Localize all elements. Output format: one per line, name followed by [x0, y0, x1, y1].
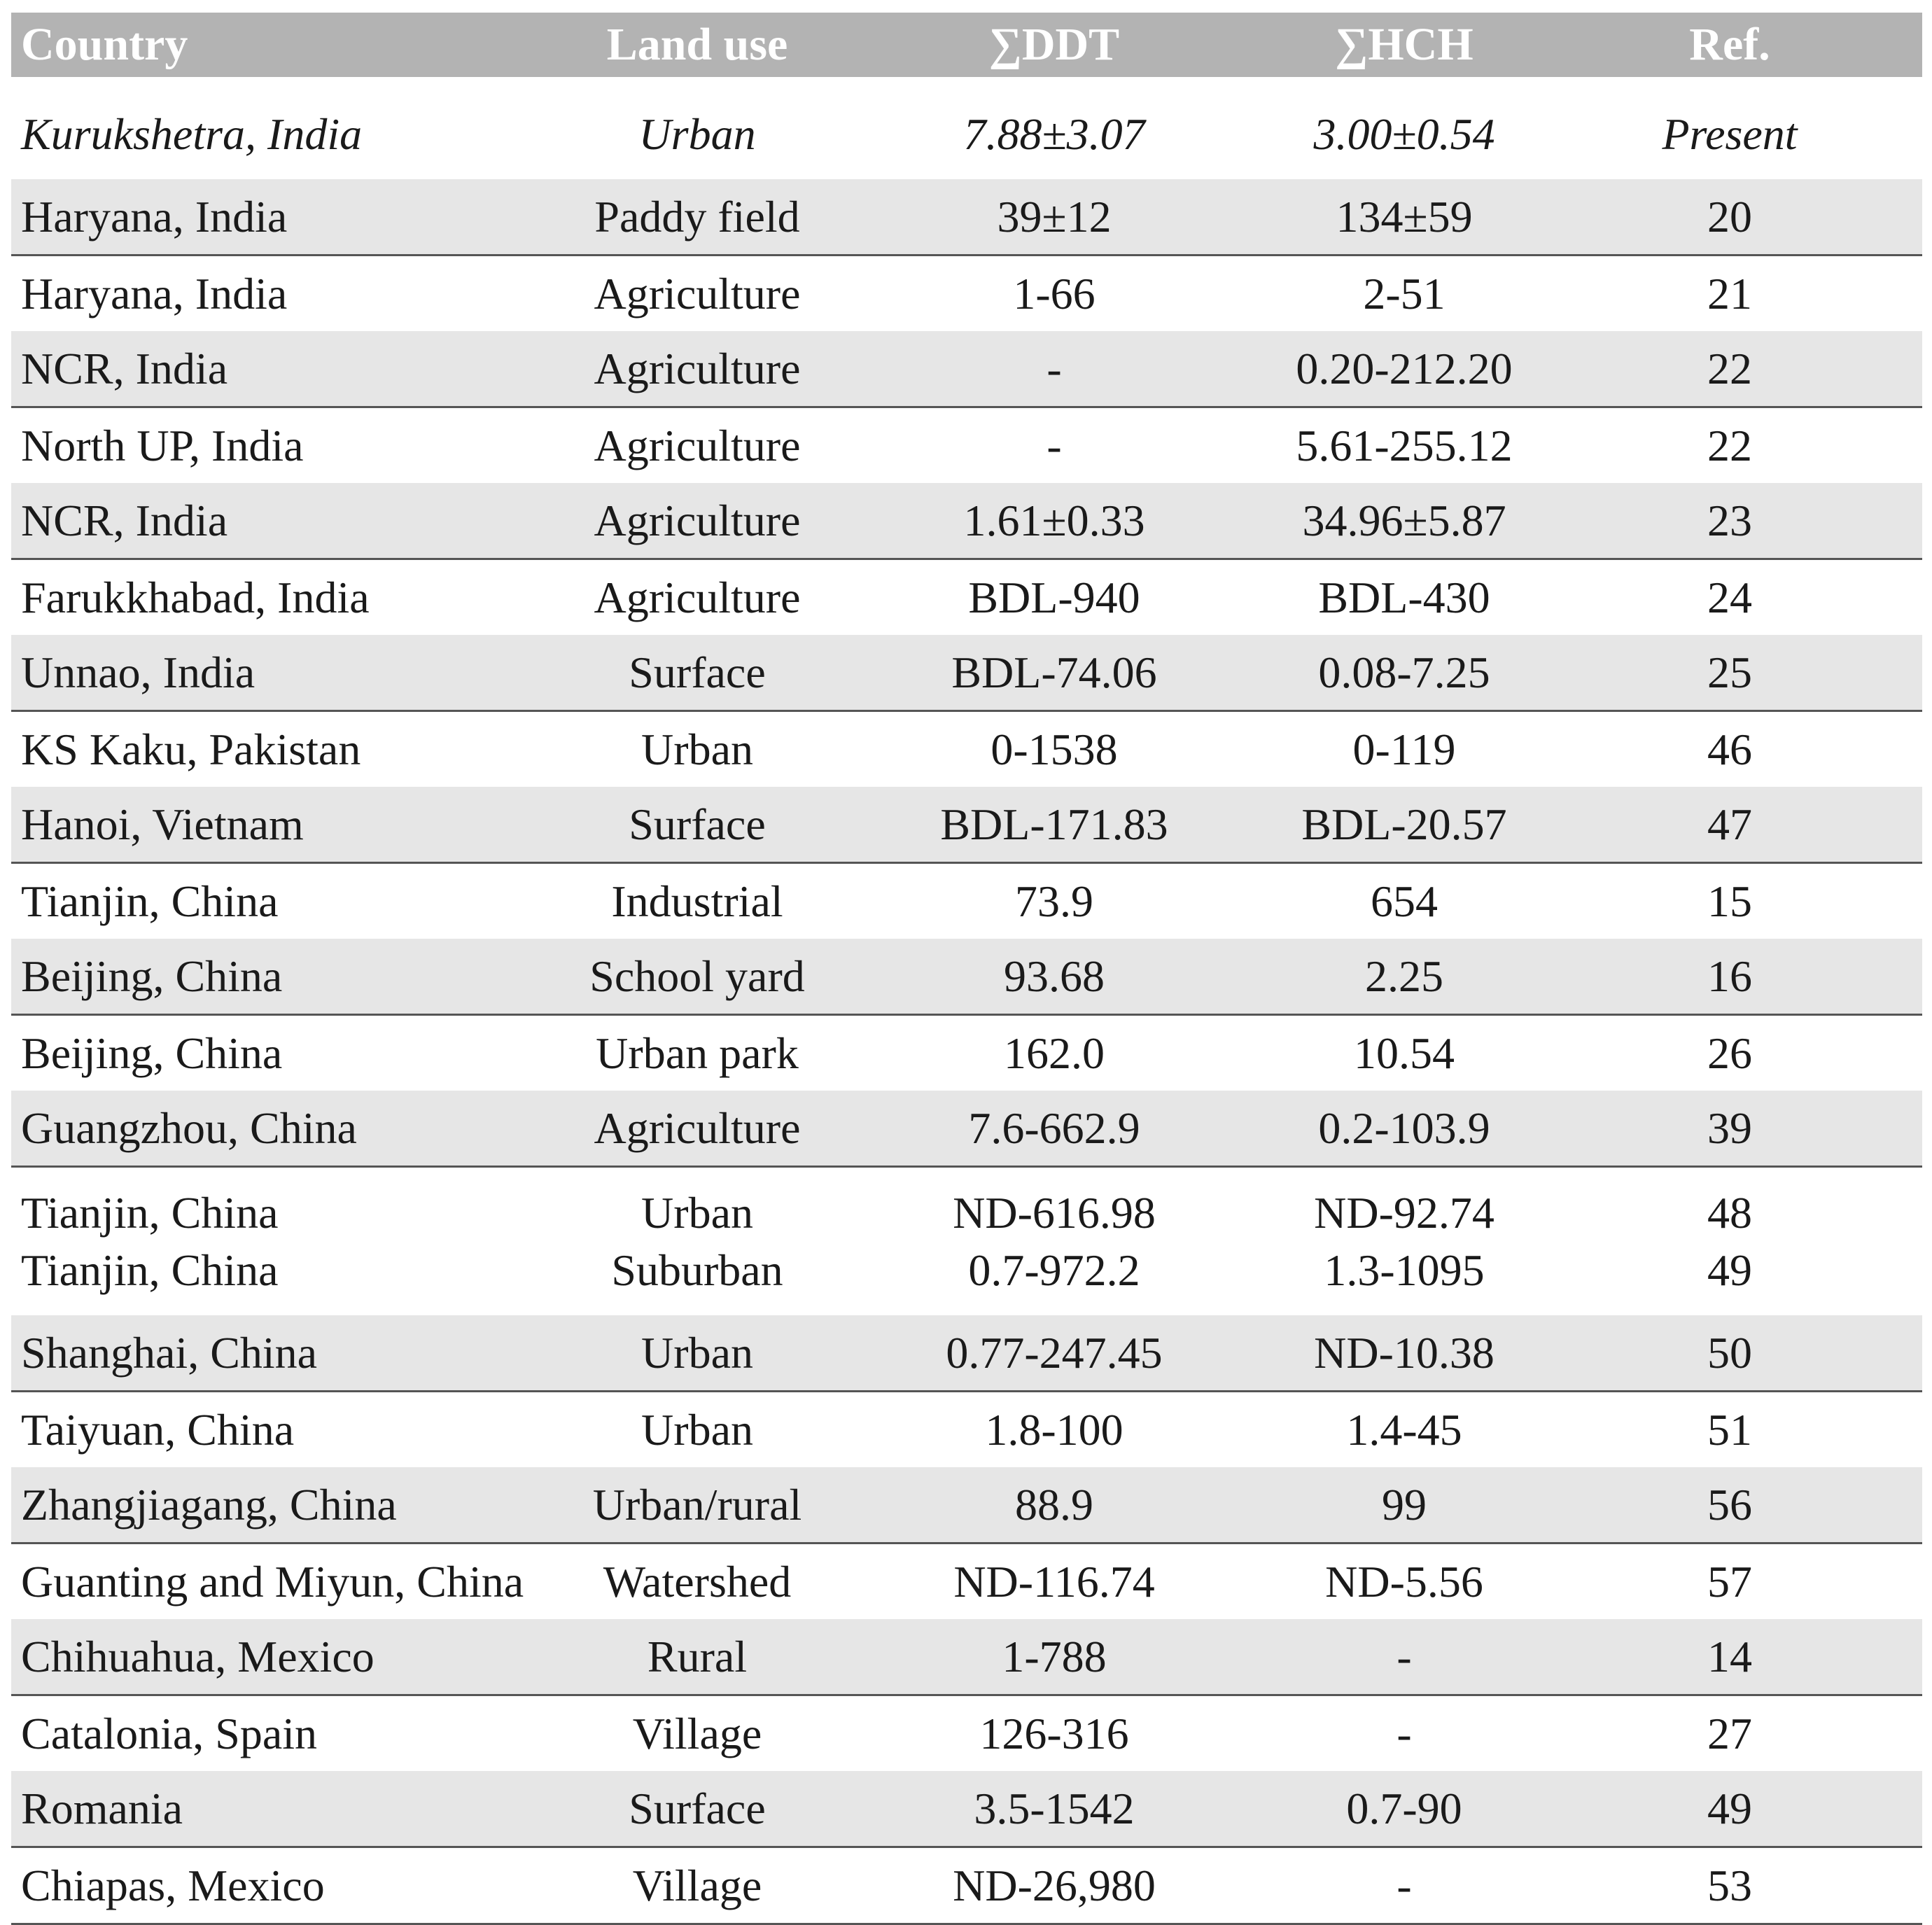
- cell-land-use: Urban: [641, 724, 753, 774]
- header-land-use: Land use: [606, 19, 788, 70]
- cell-ddt: 0-1538: [990, 724, 1118, 774]
- header-ref: Ref.: [1689, 19, 1770, 70]
- cell-ref-line: 48: [1707, 1187, 1752, 1238]
- cell-ref: 24: [1707, 572, 1752, 622]
- cell-land-use: Agriculture: [594, 343, 801, 393]
- cell-hch: 2.25: [1365, 951, 1443, 1001]
- cell-ref: 39: [1707, 1102, 1752, 1153]
- cell-ref: 49: [1707, 1783, 1752, 1833]
- table-row: [11, 1619, 1922, 1696]
- cell-country: Guanting and Miyun, China: [21, 1556, 524, 1606]
- cell-hch: 5.61-255.12: [1296, 420, 1513, 470]
- table-row: [11, 408, 1922, 483]
- cell-ref: 15: [1707, 876, 1752, 926]
- cell-land-use: School yard: [589, 951, 805, 1001]
- cell-hch: -: [1396, 1631, 1412, 1681]
- cell-ref: 22: [1707, 343, 1752, 393]
- table-row: [11, 560, 1922, 635]
- cell-land-use: Urban: [641, 1327, 753, 1378]
- table-row: [11, 787, 1922, 864]
- cell-ddt: [837, 1168, 1271, 1315]
- cell-ddt: 7.88±3.07: [963, 109, 1145, 159]
- cell-ref: 16: [1707, 951, 1752, 1001]
- cell-ref-line: 49: [1707, 1245, 1752, 1295]
- table-row: [11, 1771, 1922, 1848]
- table-header: [11, 13, 1922, 77]
- table-row: [11, 1848, 1922, 1923]
- cell-hch: [1271, 1168, 1537, 1315]
- table-row: [11, 77, 1922, 179]
- cell-ref: 20: [1707, 191, 1752, 241]
- cell-country: Kurukshetra, India: [21, 109, 363, 159]
- cell-land-use: Urban park: [596, 1028, 799, 1078]
- cell-country: Haryana, India: [21, 268, 288, 318]
- cell-ref: 50: [1707, 1327, 1752, 1378]
- cell-country: Romania: [21, 1783, 183, 1833]
- cell-hch: -: [1396, 1708, 1412, 1758]
- header-country: Country: [21, 19, 188, 70]
- cell-hch: 654: [1371, 876, 1438, 926]
- cell-country: Catalonia, Spain: [21, 1708, 318, 1758]
- cell-land-use: Surface: [629, 799, 766, 849]
- cell-hch: 10.54: [1354, 1028, 1455, 1078]
- cell-ddt: 1-66: [1013, 268, 1096, 318]
- cell-land-use: Watershed: [603, 1556, 792, 1606]
- cell-ref: 46: [1707, 724, 1752, 774]
- cell-ddt-line: ND-616.98: [953, 1187, 1156, 1238]
- cell-country: NCR, India: [21, 343, 228, 393]
- cell-country: Beijing, China: [21, 951, 283, 1001]
- cell-land-use: Village: [632, 1708, 762, 1758]
- cell-hch: 3.00±0.54: [1313, 109, 1495, 159]
- cell-ddt: BDL-74.06: [951, 647, 1157, 697]
- comparison-table: [11, 13, 1922, 1925]
- cell-hch: 0.2-103.9: [1318, 1102, 1490, 1153]
- cell-ddt: 88.9: [1015, 1479, 1093, 1530]
- cell-land-use: Agriculture: [594, 495, 801, 545]
- cell-ddt: 126-316: [979, 1708, 1129, 1758]
- table-row: [11, 1392, 1922, 1467]
- cell-ref: 14: [1707, 1631, 1752, 1681]
- cell-ddt: 0.77-247.45: [946, 1327, 1163, 1378]
- cell-ref: 47: [1707, 799, 1752, 849]
- cell-ddt: 93.68: [1004, 951, 1105, 1001]
- table-row: [11, 1544, 1922, 1619]
- cell-country: Farukkhabad, India: [21, 572, 370, 622]
- cell-hch: 0.08-7.25: [1318, 647, 1490, 697]
- cell-country: North UP, India: [21, 420, 304, 470]
- cell-ref: [1537, 1168, 1922, 1315]
- cell-hch: 0.20-212.20: [1296, 343, 1513, 393]
- cell-country: Haryana, India: [21, 191, 288, 241]
- table-row: [11, 256, 1922, 331]
- cell-land-use: Village: [632, 1860, 762, 1910]
- cell-country: Taiyuan, China: [21, 1404, 295, 1455]
- cell-ref: 51: [1707, 1404, 1752, 1455]
- cell-land-use-line: Urban: [641, 1187, 753, 1238]
- cell-hch: 134±59: [1336, 191, 1473, 241]
- cell-country: KS Kaku, Pakistan: [21, 724, 361, 774]
- cell-hch: BDL-430: [1318, 572, 1490, 622]
- table-row: [11, 1696, 1922, 1771]
- cell-country: Hanoi, Vietnam: [21, 799, 304, 849]
- cell-country: Shanghai, China: [21, 1327, 318, 1378]
- cell-country: [11, 1168, 557, 1315]
- table-row: [11, 864, 1922, 939]
- cell-country-line: Tianjin, China: [21, 1245, 279, 1295]
- table-row: [11, 712, 1922, 787]
- cell-ref: Present: [1662, 109, 1798, 159]
- cell-ddt: BDL-171.83: [940, 799, 1168, 849]
- cell-ref: 25: [1707, 647, 1752, 697]
- cell-country: Beijing, China: [21, 1028, 283, 1078]
- cell-ddt: ND-116.74: [953, 1556, 1155, 1606]
- cell-country: NCR, India: [21, 495, 228, 545]
- cell-ddt: -: [1046, 420, 1062, 470]
- cell-ref: 26: [1707, 1028, 1752, 1078]
- table-row: [11, 939, 1922, 1016]
- cell-hch: BDL-20.57: [1301, 799, 1507, 849]
- cell-hch: 0.7-90: [1346, 1783, 1462, 1833]
- cell-land-use: Agriculture: [594, 420, 801, 470]
- cell-land-use: [557, 1168, 837, 1315]
- cell-ddt: 39±12: [997, 191, 1112, 241]
- cell-country: Chihuahua, Mexico: [21, 1631, 374, 1681]
- cell-land-use: Surface: [629, 1783, 766, 1833]
- table-row-pair: [11, 1168, 1922, 1315]
- cell-ref: 27: [1707, 1708, 1752, 1758]
- cell-land-use: Agriculture: [594, 1102, 801, 1153]
- cell-ddt: 3.5-1542: [974, 1783, 1135, 1833]
- header-ddt: ∑DDT: [988, 19, 1120, 70]
- cell-land-use: Rural: [647, 1631, 748, 1681]
- table-row: [11, 179, 1922, 256]
- table-row: [11, 1467, 1922, 1544]
- cell-hch: 0-119: [1352, 724, 1456, 774]
- cell-land-use: Industrial: [611, 876, 783, 926]
- cell-ddt: 1.8-100: [985, 1404, 1124, 1455]
- table-row: [11, 1091, 1922, 1168]
- cell-ref: 53: [1707, 1860, 1752, 1910]
- cell-ddt: 7.6-662.9: [968, 1102, 1140, 1153]
- cell-country: Zhangjiagang, China: [21, 1479, 397, 1530]
- cell-land-use: Urban: [641, 1404, 753, 1455]
- cell-ref: 56: [1707, 1479, 1752, 1530]
- cell-land-use: Urban: [638, 109, 756, 159]
- cell-ddt: -: [1046, 343, 1062, 393]
- cell-country: Tianjin, China: [21, 876, 279, 926]
- table-row: [11, 483, 1922, 560]
- cell-ddt: 73.9: [1015, 876, 1093, 926]
- cell-ddt: 1-788: [1002, 1631, 1107, 1681]
- cell-ddt: BDL-940: [968, 572, 1140, 622]
- table-row: [11, 1016, 1922, 1091]
- cell-country: Chiapas, Mexico: [21, 1860, 325, 1910]
- cell-land-use: Agriculture: [594, 268, 801, 318]
- table-row: [11, 331, 1922, 408]
- cell-hch: 2-51: [1363, 268, 1446, 318]
- cell-hch-line: 1.3-1095: [1324, 1245, 1485, 1295]
- cell-land-use: Agriculture: [594, 572, 801, 622]
- cell-land-use-line: Suburban: [611, 1245, 783, 1295]
- cell-hch: ND-5.56: [1325, 1556, 1483, 1606]
- cell-hch: ND-10.38: [1314, 1327, 1494, 1378]
- cell-land-use: Urban/rural: [592, 1479, 802, 1530]
- cell-ref: 21: [1707, 268, 1752, 318]
- cell-country: Guangzhou, China: [21, 1102, 357, 1153]
- cell-country-line: Tianjin, China: [21, 1187, 279, 1238]
- cell-country: Unnao, India: [21, 647, 255, 697]
- table-row: [11, 1315, 1922, 1392]
- cell-ddt: ND-26,980: [953, 1860, 1156, 1910]
- cell-hch: 99: [1382, 1479, 1427, 1530]
- cell-ref: 22: [1707, 420, 1752, 470]
- cell-hch: 34.96±5.87: [1302, 495, 1506, 545]
- cell-ref: 57: [1707, 1556, 1752, 1606]
- cell-land-use: Paddy field: [594, 191, 800, 241]
- cell-hch-line: ND-92.74: [1314, 1187, 1494, 1238]
- cell-ddt-line: 0.7-972.2: [968, 1245, 1140, 1295]
- table-row: [11, 635, 1922, 712]
- cell-hch: -: [1396, 1860, 1412, 1910]
- cell-land-use: Surface: [629, 647, 766, 697]
- cell-ddt: 1.61±0.33: [963, 495, 1145, 545]
- cell-ddt: 162.0: [1004, 1028, 1105, 1078]
- cell-ref: 23: [1707, 495, 1752, 545]
- cell-hch: 1.4-45: [1346, 1404, 1462, 1455]
- header-hch: ∑HCH: [1335, 19, 1474, 70]
